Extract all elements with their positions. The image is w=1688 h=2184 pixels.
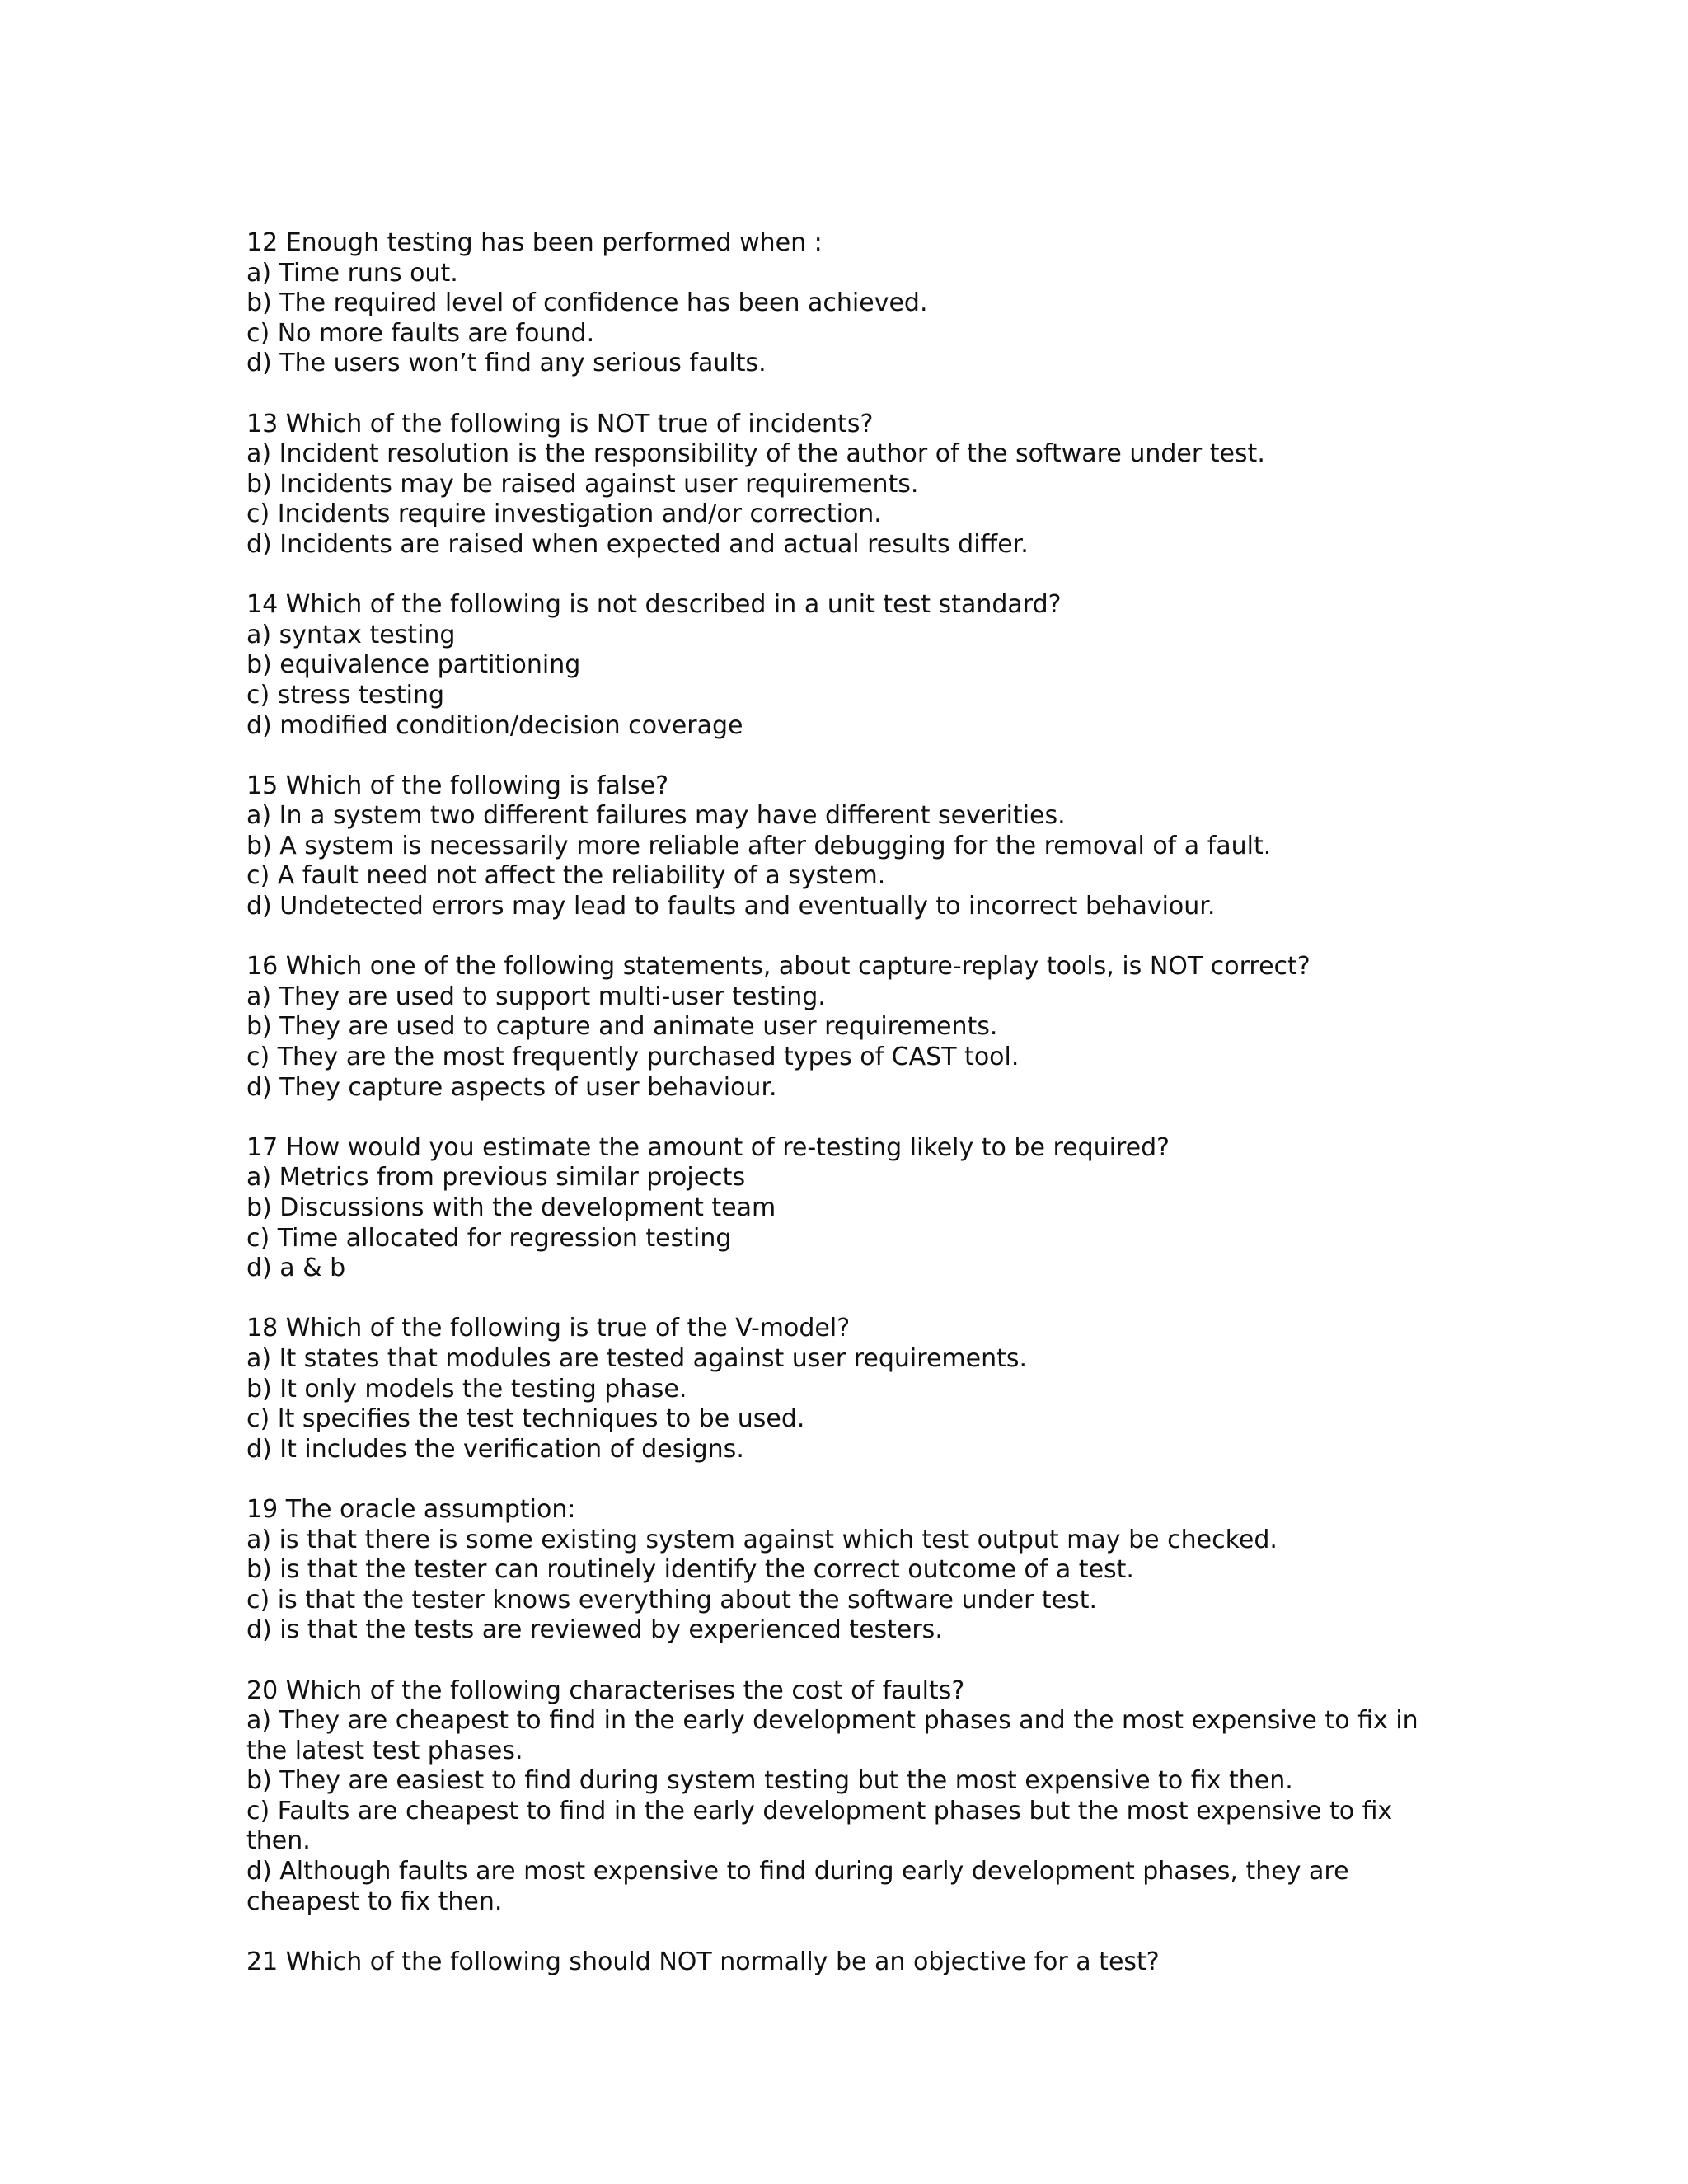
- answer-option-b: b) They are used to capture and animate user requirements.: [246, 1012, 998, 1042]
- answer-option-b: b) equivalence partitioning: [246, 650, 581, 680]
- question-21: [246, 1947, 1450, 1978]
- answer-option-a: a) They are cheapest to find in the early development phases and the most expensive to fix in the latest test phases.: [246, 1706, 1427, 1765]
- answer-option-d: d) It includes the verification of designs.: [246, 1434, 744, 1464]
- answer-option-d: d) The users won’t find any serious faults.: [246, 349, 767, 378]
- answer-option-a: a) Incident resolution is the responsibility of the author of the software under test.: [246, 439, 1265, 469]
- answer-option-d: d) modified condition/decision coverage: [246, 710, 743, 740]
- question-14: [246, 590, 1450, 741]
- question-13: [246, 410, 1450, 560]
- answer-option-b: b) They are easiest to find during system testing but the most expensive to fix then.: [246, 1766, 1293, 1796]
- question-stem: 20 Which of the following characterises the cost of faults?: [246, 1675, 965, 1705]
- question-stem: 17 How would you estimate the amount of re-testing likely to be required?: [246, 1132, 1170, 1162]
- question-stem: 13 Which of the following is NOT true of incidents?: [246, 409, 874, 438]
- answer-option-b: b) It only models the testing phase.: [246, 1374, 687, 1404]
- answer-option-b: b) is that the tester can routinely identify the correct outcome of a test.: [246, 1555, 1134, 1585]
- answer-option-d: d) They capture aspects of user behaviour.: [246, 1072, 777, 1102]
- question-19: [246, 1495, 1450, 1646]
- answer-option-a: a) They are used to support multi-user testing.: [246, 982, 826, 1011]
- answer-option-c: c) Time allocated for regression testing: [246, 1223, 732, 1253]
- question-18: [246, 1314, 1450, 1465]
- question-17: [246, 1133, 1450, 1284]
- answer-option-a: a) In a system two different failures may have different severities.: [246, 801, 1066, 831]
- question-stem: 18 Which of the following is true of the V-model?: [246, 1314, 851, 1343]
- answer-option-a: a) It states that modules are tested against user requirements.: [246, 1343, 1028, 1373]
- answer-option-d: d) Undetected errors may lead to faults and eventually to incorrect behaviour.: [246, 892, 1216, 921]
- answer-option-a: a) is that there is some existing system against which test output may be checked.: [246, 1525, 1278, 1554]
- question-12: [246, 228, 1450, 379]
- question-stem: 15 Which of the following is false?: [246, 771, 669, 800]
- answer-option-b: b) A system is necessarily more reliable after debugging for the removal of a fault.: [246, 831, 1272, 860]
- answer-option-a: a) Metrics from previous similar projects: [246, 1163, 746, 1193]
- answer-option-c: c) is that the tester knows everything about the software under test.: [246, 1585, 1098, 1615]
- answer-option-b: b) Discussions with the development team: [246, 1193, 776, 1222]
- answer-option-c: c) No more faults are found.: [246, 318, 595, 348]
- answer-option-c: c) stress testing: [246, 680, 445, 710]
- question-stem: 12 Enough testing has been performed when :: [246, 228, 823, 257]
- question-stem: 16 Which one of the following statements, about capture-replay tools, is NOT correct?: [246, 952, 1311, 982]
- answer-option-c: c) Incidents require investigation and/or correction.: [246, 499, 882, 529]
- question-15: [246, 771, 1450, 922]
- answer-option-d: d) a & b: [246, 1254, 346, 1283]
- answer-option-c: c) A fault need not affect the reliability of a system.: [246, 861, 886, 891]
- answer-option-d: d) Although faults are most expensive to find during early development phases, they are cheapest to fix then.: [246, 1857, 1357, 1916]
- question-20: [246, 1676, 1450, 1918]
- answer-option-c: c) They are the most frequently purchased types of CAST tool.: [246, 1043, 1020, 1072]
- question-stem: 14 Which of the following is not described in a unit test standard?: [246, 590, 1062, 620]
- answer-option-a: a) Time runs out.: [246, 258, 458, 288]
- answer-option-b: b) The required level of confidence has been achieved.: [246, 288, 928, 318]
- question-16: [246, 952, 1450, 1103]
- answer-option-b: b) Incidents may be raised against user requirements.: [246, 469, 919, 499]
- answer-option-a: a) syntax testing: [246, 620, 456, 649]
- question-list: [246, 228, 1450, 2008]
- question-stem: 19 The oracle assumption:: [246, 1494, 576, 1524]
- answer-option-c: c) Faults are cheapest to find in the early development phases but the most expensive to fix then.: [246, 1796, 1400, 1856]
- question-stem: 21 Which of the following should NOT normally be an objective for a test?: [246, 1947, 1160, 1976]
- answer-option-d: d) Incidents are raised when expected and actual results differ.: [246, 529, 1029, 559]
- answer-option-d: d) is that the tests are reviewed by experienced testers.: [246, 1615, 943, 1645]
- answer-option-c: c) It specifies the test techniques to be used.: [246, 1404, 805, 1434]
